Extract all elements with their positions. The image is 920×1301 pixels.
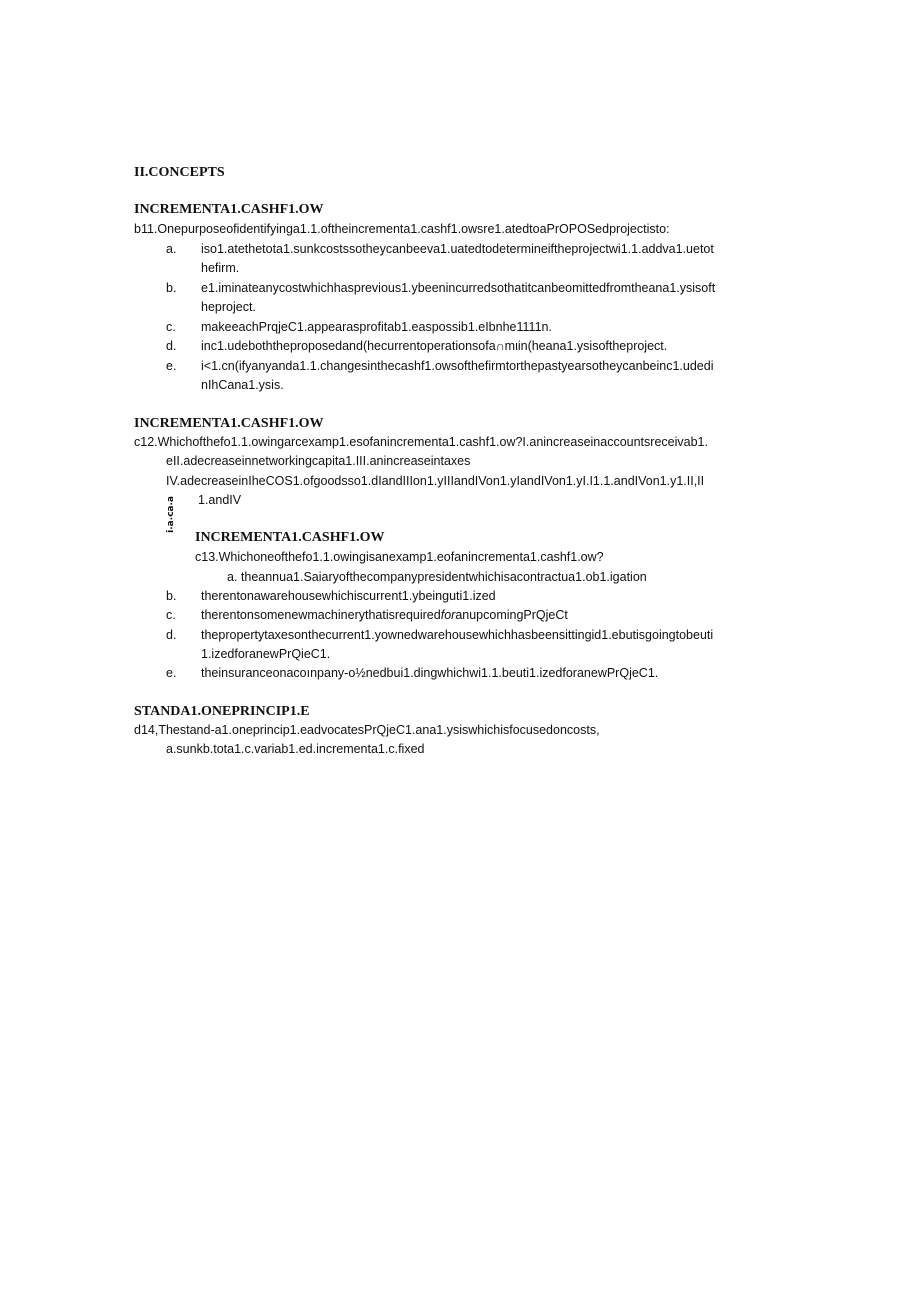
q13-option-a: a. theannua1.Saiaryofthecompanypresidentwhichisacontractua1.ob1.igation [227,570,647,584]
q13-option-c-line1 [201,607,568,623]
q13-option-label: d. [166,628,177,642]
q14-choices: a.sunkb.tota1.c.variab1.ed.incrementa1.c.fixed [166,742,425,756]
q11-option-label: a. [166,242,177,256]
q11-option-a-line1: iso1.atethetota1.sunkcostssotheycanbeeva1.uatedtodetermineiftheprojectwi1.1.addva1.uetot [201,242,714,256]
q13-option-c-pre: therentonsomenewmachinerythatisrequired [201,608,441,622]
q11-option-label: b. [166,281,177,295]
q11-option-e-line2: nIhCana1.ysis. [201,378,284,392]
q12-line3: IV.adecreaseinIheCOS1.ofgoodsso1.dIandIIIon1.yIIIandIVon1.yIandIVon1.yI.I1.1.andIVon1.y1.II,II [166,474,705,488]
q11-option-label: d. [166,339,177,353]
q11-heading: INCREMENTA1.CASHF1.OW [134,202,324,217]
q11-option-a-line2: hefirm. [201,261,240,275]
q12-heading: INCREMENTA1.CASHF1.OW [134,416,324,431]
q13-option-d-line2: 1.izedforanewPrQieC1. [201,647,331,661]
q13-option-c-post: anupcomingPrQjeCt [455,608,568,622]
q11-option-b-line1: e1.iminateanycostwhichhasprevious1.ybeenincurredsothatitcanbeomittedfromtheana1.ysisoft [201,281,716,295]
q14-heading: STANDA1.ONEPRINCIP1.E [134,704,310,719]
q13-option-label: c. [166,608,176,622]
section-title: II.CONCEPTS [134,165,225,180]
q13-option-label: e. [166,666,177,680]
q13-option-d-line1: thepropertytaxesonthecurrent1.yownedwarehousewhichhasbeensittingid1.ebutisgoingtobeuti [201,628,714,642]
q11-stem: b11.Onepurposeofidentifyinga1.1.oftheincrementa1.cashf1.owsre1.atedtoaPrOPOSedprojectisto: [134,222,670,236]
q11-option-label: c. [166,320,176,334]
q12-line2: eII.adecreaseinnetworkingcapita1.III.anincreaseintaxes [166,454,471,468]
q11-option-e-line1: i<1.cn(ifyanyanda1.1.changesinthecashf1.owsofthefirmtorthepastyearsotheycanbeinc1.udedi [201,359,714,373]
q11-option-d-line1: inc1.udeboththeproposedand(hecurrentoperationsofa∩mιin(heana1.ysisoftheproject. [201,339,668,353]
q11-option-label: e. [166,359,177,373]
q11-option-b-line2: heproject. [201,300,256,314]
q13-option-e-line1: theinsuranceonacoınpany-o½nedbui1.dingwhichwi1.1.beuti1.izedforanewPrQjeC1. [201,666,659,680]
q12-line1: c12.Whichofthefo1.1.owingarcexamp1.esofanincrementa1.cashf1.ow?I.anincreaseinaccountsreceivab1. [134,435,708,449]
q13-option-c-em: for [440,608,456,622]
margin-mark: ɐ·ɐɔ·ɐ·ᴉ [165,496,175,533]
q11-option-c-line1: makeeachPrqjeC1.appearasprofitab1.easpossib1.eIbnhe1111n. [201,320,552,334]
q13-heading: INCREMENTA1.CASHF1.OW [195,530,385,545]
q13-stem: c13.Whichoneofthefo1.1.owingisanexamp1.eofanincrementa1.cashf1.ow? [195,550,604,564]
q14-stem: d14,Thestand-a1.oneprincip1.eadvocatesPrQjeC1.ana1.ysiswhichisfocusedoncosts, [134,723,600,737]
q13-option-label: b. [166,589,177,603]
q12-line4: 1.andIV [198,493,242,507]
q13-option-b-line1: therentonawarehousewhichiscurrent1.ybeinguti1.ized [201,589,496,603]
